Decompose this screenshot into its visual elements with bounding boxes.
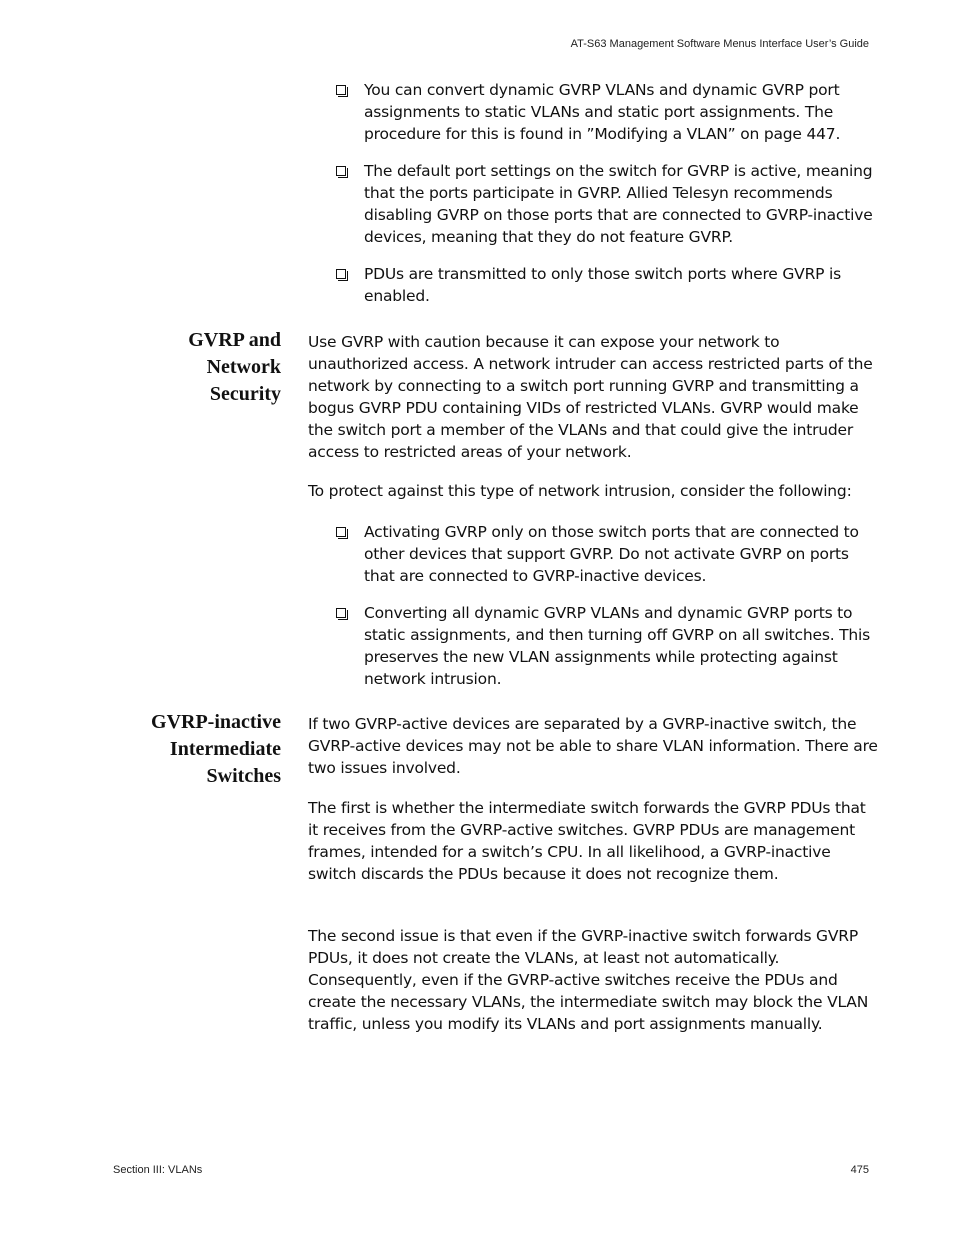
list-item-text: You can convert dynamic GVRP VLANs and dynamic GVRP port assignments to static VLANs and static port assignments. The procedure for this is found in ”Modifying a VLAN” on page 447. <box>364 81 841 143</box>
heading-line: Security <box>209 383 281 405</box>
list-item <box>336 160 876 248</box>
list-item-text: Activating GVRP only on those switch ports that are connected to other devices that support GVRP. Do not activate GVRP on ports that are connected to GVRP-inactive devices. <box>364 523 859 585</box>
heading-line: Switches <box>206 765 281 787</box>
checkbox-bullet-icon <box>336 608 346 618</box>
list-item <box>336 263 876 307</box>
list-item <box>336 602 876 690</box>
footer-section: Section III: VLANs <box>113 1164 203 1176</box>
running-header: AT-S63 Management Software Menus Interface User’s Guide <box>570 38 869 50</box>
security-paragraph-1: Use GVRP with caution because it can expose your network to unauthorized access. A network intruder can access restricted parts of the network by connecting to a switch port running GVRP and transmitting a bogus GVRP PDU containing VIDs of restricted VLANs. GVRP would make the switch port a member of the VLANs and that could give the intruder access to restricted areas of your network. <box>308 333 873 461</box>
checkbox-bullet-icon <box>336 85 346 95</box>
list-item <box>336 521 876 587</box>
page-number: 475 <box>850 1164 869 1176</box>
list-item <box>336 79 876 145</box>
list-item-text: The default port settings on the switch for GVRP is active, meaning that the ports participate in GVRP. Allied Telesyn recommends disabling GVRP on those ports that are connected to GVRP-inactive devices, meaning that they do not feature GVRP. <box>364 162 873 246</box>
security-paragraph-2: To protect against this type of network intrusion, consider the following: <box>308 482 852 500</box>
checkbox-bullet-icon <box>336 166 346 176</box>
heading-line: GVRP-inactive <box>151 711 281 733</box>
checkbox-bullet-icon <box>336 527 346 537</box>
heading-line: GVRP and <box>188 329 281 351</box>
checkbox-bullet-icon <box>336 269 346 279</box>
inactive-paragraph-3: The second issue is that even if the GVRP-inactive switch forwards GVRP PDUs, it does not create the VLANs, at least not automatically. Consequently, even if the GVRP-active switches receive the PDUs and create the necessary VLANs, the intermediate switch may block the VLAN traffic, unless you modify its VLANs and port assignments manually. <box>308 927 869 1033</box>
heading-line: Intermediate <box>169 738 281 760</box>
inactive-paragraph-2: The first is whether the intermediate switch forwards the GVRP PDUs that it receives from the GVRP-active switches. GVRP PDUs are management frames, intended for a switch’s CPU. In all likelihood, a GVRP-inactive switch discards the PDUs because it does not recognize them. <box>308 799 866 883</box>
inactive-paragraph-1: If two GVRP-active devices are separated by a GVRP-inactive switch, the GVRP-active devices may not be able to share VLAN information. There are two issues involved. <box>308 715 878 777</box>
list-item-text: Converting all dynamic GVRP VLANs and dynamic GVRP ports to static assignments, and then turning off GVRP on all switches. This preserves the new VLAN assignments while protecting against network intrusion. <box>364 604 871 688</box>
list-item-text: PDUs are transmitted to only those switch ports where GVRP is enabled. <box>364 265 842 305</box>
section-heading-inactive <box>0 709 281 790</box>
heading-line: Network <box>206 356 281 378</box>
section-heading-security <box>0 327 281 408</box>
